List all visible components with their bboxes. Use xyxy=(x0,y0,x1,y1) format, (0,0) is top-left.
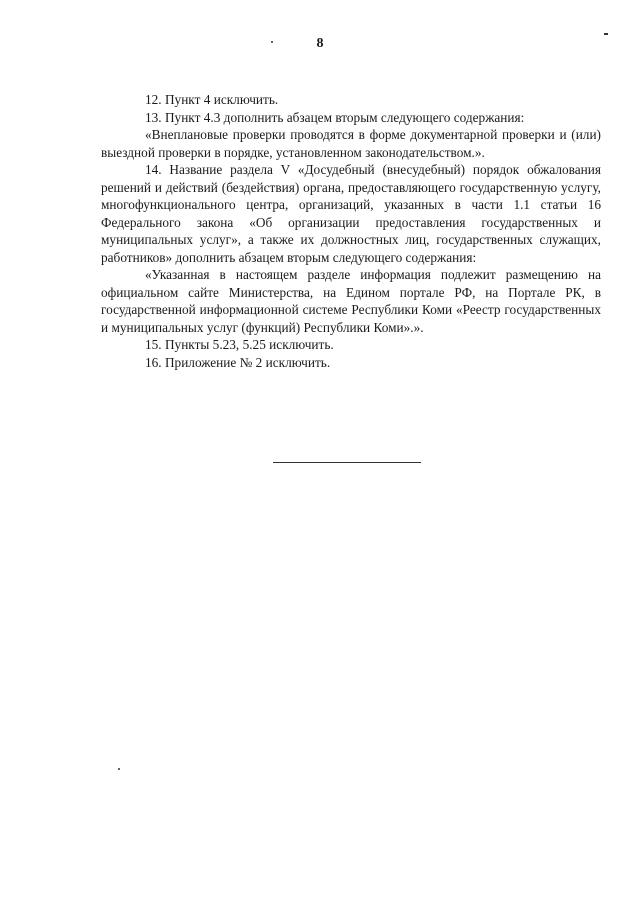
document-body xyxy=(101,91,601,371)
paragraph-item-13: 13. Пункт 4.3 дополнить абзацем вторым следующего содержания: xyxy=(145,109,525,125)
paragraph-item-15: 15. Пункты 5.23, 5.25 исключить. xyxy=(145,337,334,352)
scan-speck xyxy=(271,41,273,43)
paragraph-item-16: 16. Приложение № 2 исключить. xyxy=(145,354,331,370)
paragraph-item-12: 12. Пункт 4 исключить. xyxy=(145,92,279,107)
closing-divider-line xyxy=(273,462,421,463)
scan-speck xyxy=(604,33,608,35)
paragraph-item-14: 14. Название раздела V «Досудебный (внесудебный) порядок обжалования решений и действий (бездействия) органа, предоставляющего государственную услугу, многофункционального центра, организаций, указанных в части 1.1 статьи 16 Федерального закона «Об организации предоставления государственных и муниципальных услуг», а также их должностных лиц, государственных служащих, работников» дополнить абзацем вторым следующего содержания: xyxy=(101,162,601,265)
paragraph-quote-publication: «Указанная в настоящем разделе информация подлежит размещению на официальном сайте Министерства, на Едином портале РФ, на Портале РК, в государственной информационной системе Республики Коми «Реестр государственных и муниципальных услуг (функций) Республики Коми».». xyxy=(101,267,601,335)
paragraph-quote-inspections: «Внеплановые проверки проводятся в форме документарной проверки и (или) выездной проверки в порядке, установленном законодательством.». xyxy=(101,127,601,160)
page-number: 8 xyxy=(316,36,324,51)
scan-speck xyxy=(118,768,120,770)
